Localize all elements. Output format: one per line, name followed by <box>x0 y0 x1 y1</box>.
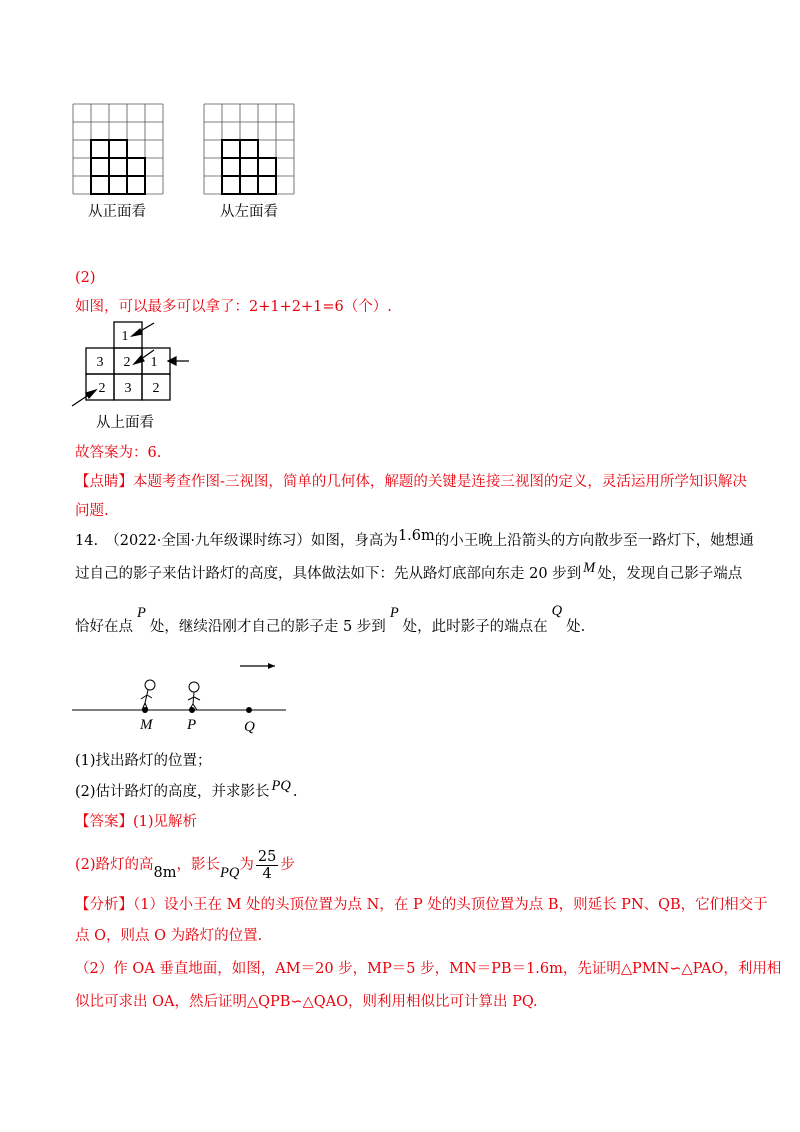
arrow-head <box>86 390 96 398</box>
label-Q: Q <box>244 719 255 735</box>
answer-2-var: PQ <box>220 865 240 881</box>
q14-text: 处. <box>566 619 586 635</box>
top-cell-value: 2 <box>152 381 160 396</box>
point-M <box>142 707 148 713</box>
analysis-text: （1）设小王在 M 处的头顶位置为点 N，在 P 处的头顶位置为点 B，则延长 PN、QB，它们相交于 <box>133 897 768 913</box>
person-figure <box>188 682 200 710</box>
direction-arrow-head <box>268 663 275 669</box>
top-view-grid <box>70 320 192 408</box>
analysis-text: （2）作 OA 垂直地面，如图，AM＝20 步，MP＝5 步，MN＝PB＝1.6m，先证明△PMN∽△PAO，利用相 <box>75 961 782 977</box>
top-cell-value: 1 <box>150 355 158 370</box>
label-M: M <box>140 717 153 733</box>
q14-point-Q: Q <box>551 603 563 619</box>
fraction-numerator: 25 <box>257 848 277 865</box>
top-cell-value: 1 <box>121 329 129 344</box>
label-P: P <box>187 717 197 733</box>
arrow-head <box>132 329 142 336</box>
q14-height: 1.6m <box>397 528 435 544</box>
left-view-label: 从左面看 <box>220 204 278 220</box>
q14-point-P: P <box>389 605 399 621</box>
top-cell-value: 3 <box>96 355 104 370</box>
left-view-grid <box>203 103 295 197</box>
comment-text: 本题考查作图-三视图，简单的几何体，解题的关键是连接三视图的定义，灵活运用所学知识解决 <box>133 474 747 490</box>
answer-1: (1)见解析 <box>133 814 198 830</box>
analysis-text: 点 O，则点 O 为路灯的位置. <box>75 928 263 944</box>
sub-question-1: (1)找出路灯的位置； <box>75 753 212 769</box>
q14-text: 的小王晚上沿箭头的方向散步至一路灯下，她想通 <box>434 533 754 549</box>
answer-2-height: 8m <box>153 865 177 881</box>
point-P <box>189 707 195 713</box>
arrow-head <box>168 357 176 365</box>
front-view-grid <box>72 103 164 197</box>
part2-text: 如图，可以最多可以拿了：2+1+2+1=6（个）. <box>75 299 392 315</box>
top-cell-value: 2 <box>98 381 106 396</box>
answer-tag: 【答案】 <box>75 814 133 830</box>
sub-question-2: (2)估计路灯的高度，并求影长 <box>75 784 270 800</box>
answer-fraction <box>256 849 278 882</box>
q14-text: 14. （2022·全国·九年级课时练习）如图，身高为 <box>75 533 398 549</box>
top-cell-value: 2 <box>123 355 131 370</box>
answer-2-unit: 步 <box>280 857 295 873</box>
q14-text: 恰好在点 <box>75 619 133 635</box>
q14-text: 过自己的影子来估计路灯的高度，具体做法如下：先从路灯底部向东走 20 步到 <box>75 566 582 582</box>
comment-tag: 【点睛】 <box>75 474 133 490</box>
part2-label: (2) <box>75 270 96 286</box>
analysis-text: 似比可求出 OA，然后证明△QPB∽△QAO，则利用相似比可计算出 PQ. <box>75 994 538 1010</box>
answer-2-text: ，影长 <box>176 857 221 873</box>
q14-text: 处，此时影子的端点在 <box>402 619 548 635</box>
q14-text: 处，发现自己影子端点 <box>597 566 743 582</box>
answer-2-text: 为 <box>239 857 254 873</box>
answer-2: (2)路灯的高 <box>75 857 154 873</box>
q14-point-M: M <box>583 560 596 576</box>
answer-label: 故答案为：6. <box>75 445 162 461</box>
sub-question-2-end: . <box>292 784 298 800</box>
q14-point-P: P <box>137 605 146 621</box>
point-Q <box>246 707 252 713</box>
fraction-denominator: 4 <box>262 865 272 882</box>
top-cell-value: 3 <box>124 381 132 396</box>
front-view-label: 从正面看 <box>88 204 146 220</box>
comment-text-cont: 问题. <box>75 503 109 519</box>
top-view-label: 从上面看 <box>96 415 154 431</box>
sub-question-2-var: PQ <box>271 778 291 794</box>
person-figure <box>141 680 155 710</box>
q14-figure <box>70 655 295 735</box>
q14-text: 处，继续沿刚才自己的影子走 5 步到 <box>149 619 386 635</box>
analysis-tag: 【分析】 <box>75 897 133 913</box>
